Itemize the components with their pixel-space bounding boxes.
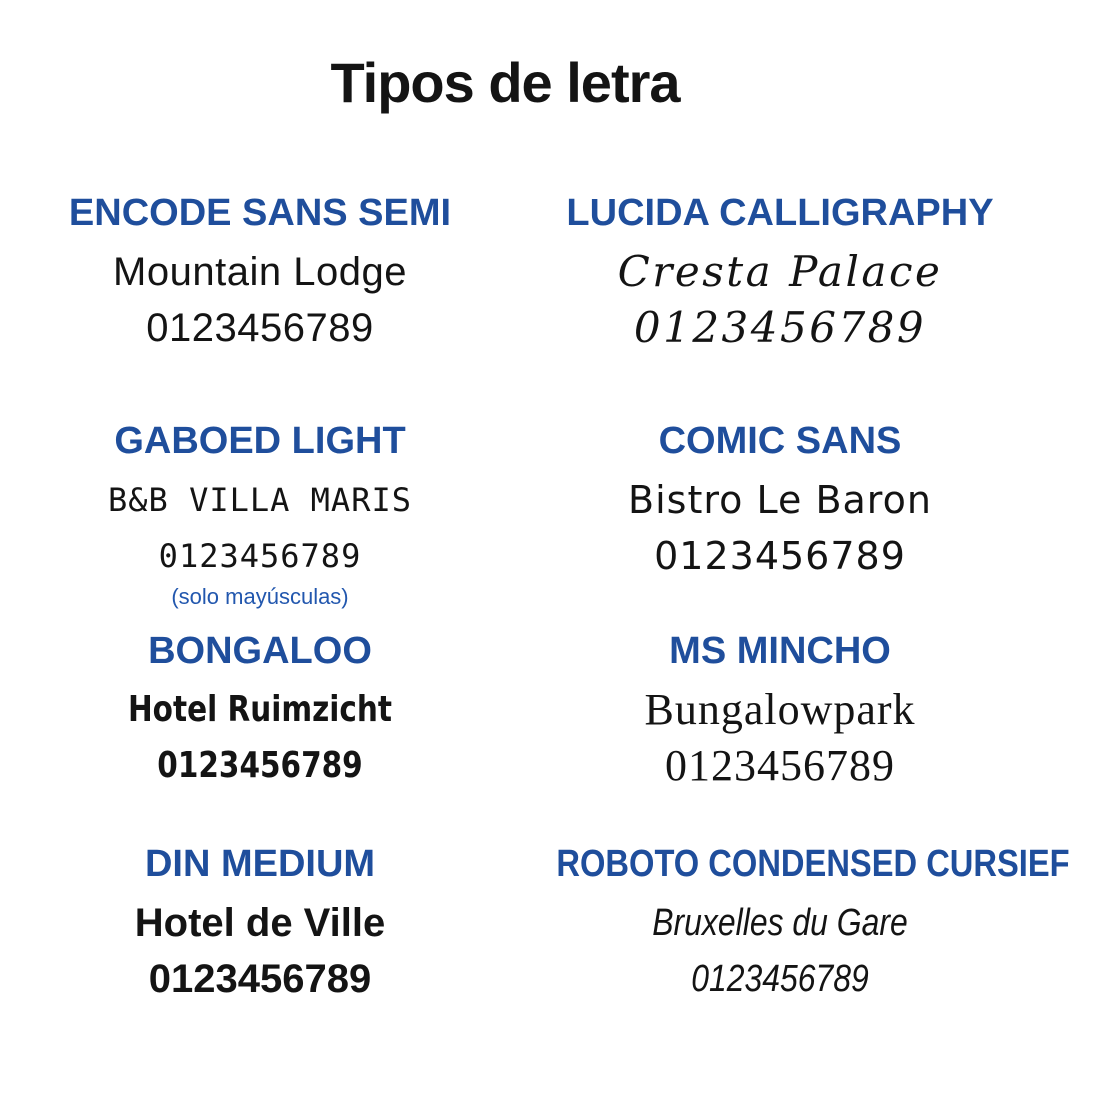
font-card-gaboed-light — [0, 420, 520, 610]
font-grid — [0, 192, 1070, 1013]
font-name-heading: MS MINCHO — [669, 630, 891, 672]
font-sample-digits: 0123456789 — [665, 741, 895, 790]
font-card-lucida-calligraphy — [520, 192, 1040, 356]
font-sample-digits: 0123456789 — [691, 958, 869, 1000]
font-name-heading: BONGALOO — [148, 630, 372, 672]
font-sample-digits: 0123456789 — [146, 306, 374, 350]
font-name-heading: GABOED LIGHT — [114, 420, 406, 462]
font-card-roboto-condensed-cursief — [520, 843, 1070, 1007]
font-specimen-page — [0, 52, 1100, 1100]
font-sample-text: Bistro Le Baron — [628, 478, 932, 522]
font-card-din-medium — [0, 843, 520, 1007]
font-sample-text: B&B VILLA MARIS — [108, 481, 412, 519]
font-sample-text: Bruxelles du Gare — [652, 902, 908, 944]
page-title: Tipos de letra — [330, 51, 680, 114]
font-sample-digits: 0123456789 — [158, 537, 362, 575]
font-sample-text: Hotel Ruimzicht — [127, 689, 393, 730]
font-sample-digits: 0123456789 — [654, 534, 906, 578]
font-name-heading: DIN MEDIUM — [144, 843, 376, 885]
uppercase-only-note: (solo mayúsculas) — [171, 584, 349, 609]
font-card-bongaloo — [0, 630, 520, 794]
font-sample-digits: 0123456789 — [633, 303, 927, 352]
font-name-heading: COMIC SANS — [658, 420, 902, 462]
font-card-comic-sans — [520, 420, 1040, 584]
font-sample-digits: 0123456789 — [148, 957, 372, 1001]
font-name-heading: LUCIDA CALLIGRAPHY — [566, 192, 994, 234]
font-name-heading: ENCODE SANS SEMI — [68, 192, 452, 234]
font-sample-text: Mountain Lodge — [113, 250, 407, 294]
font-card-ms-mincho — [520, 630, 1040, 794]
font-sample-text: Cresta Palace — [617, 247, 943, 296]
font-sample-text: Hotel de Ville — [134, 901, 386, 945]
font-name-heading: ROBOTO CONDENSED CURSIEF — [556, 843, 1070, 885]
font-sample-digits: 0123456789 — [157, 745, 363, 786]
font-card-encode-sans-semi — [0, 192, 520, 356]
font-sample-text: Bungalowpark — [644, 685, 916, 734]
